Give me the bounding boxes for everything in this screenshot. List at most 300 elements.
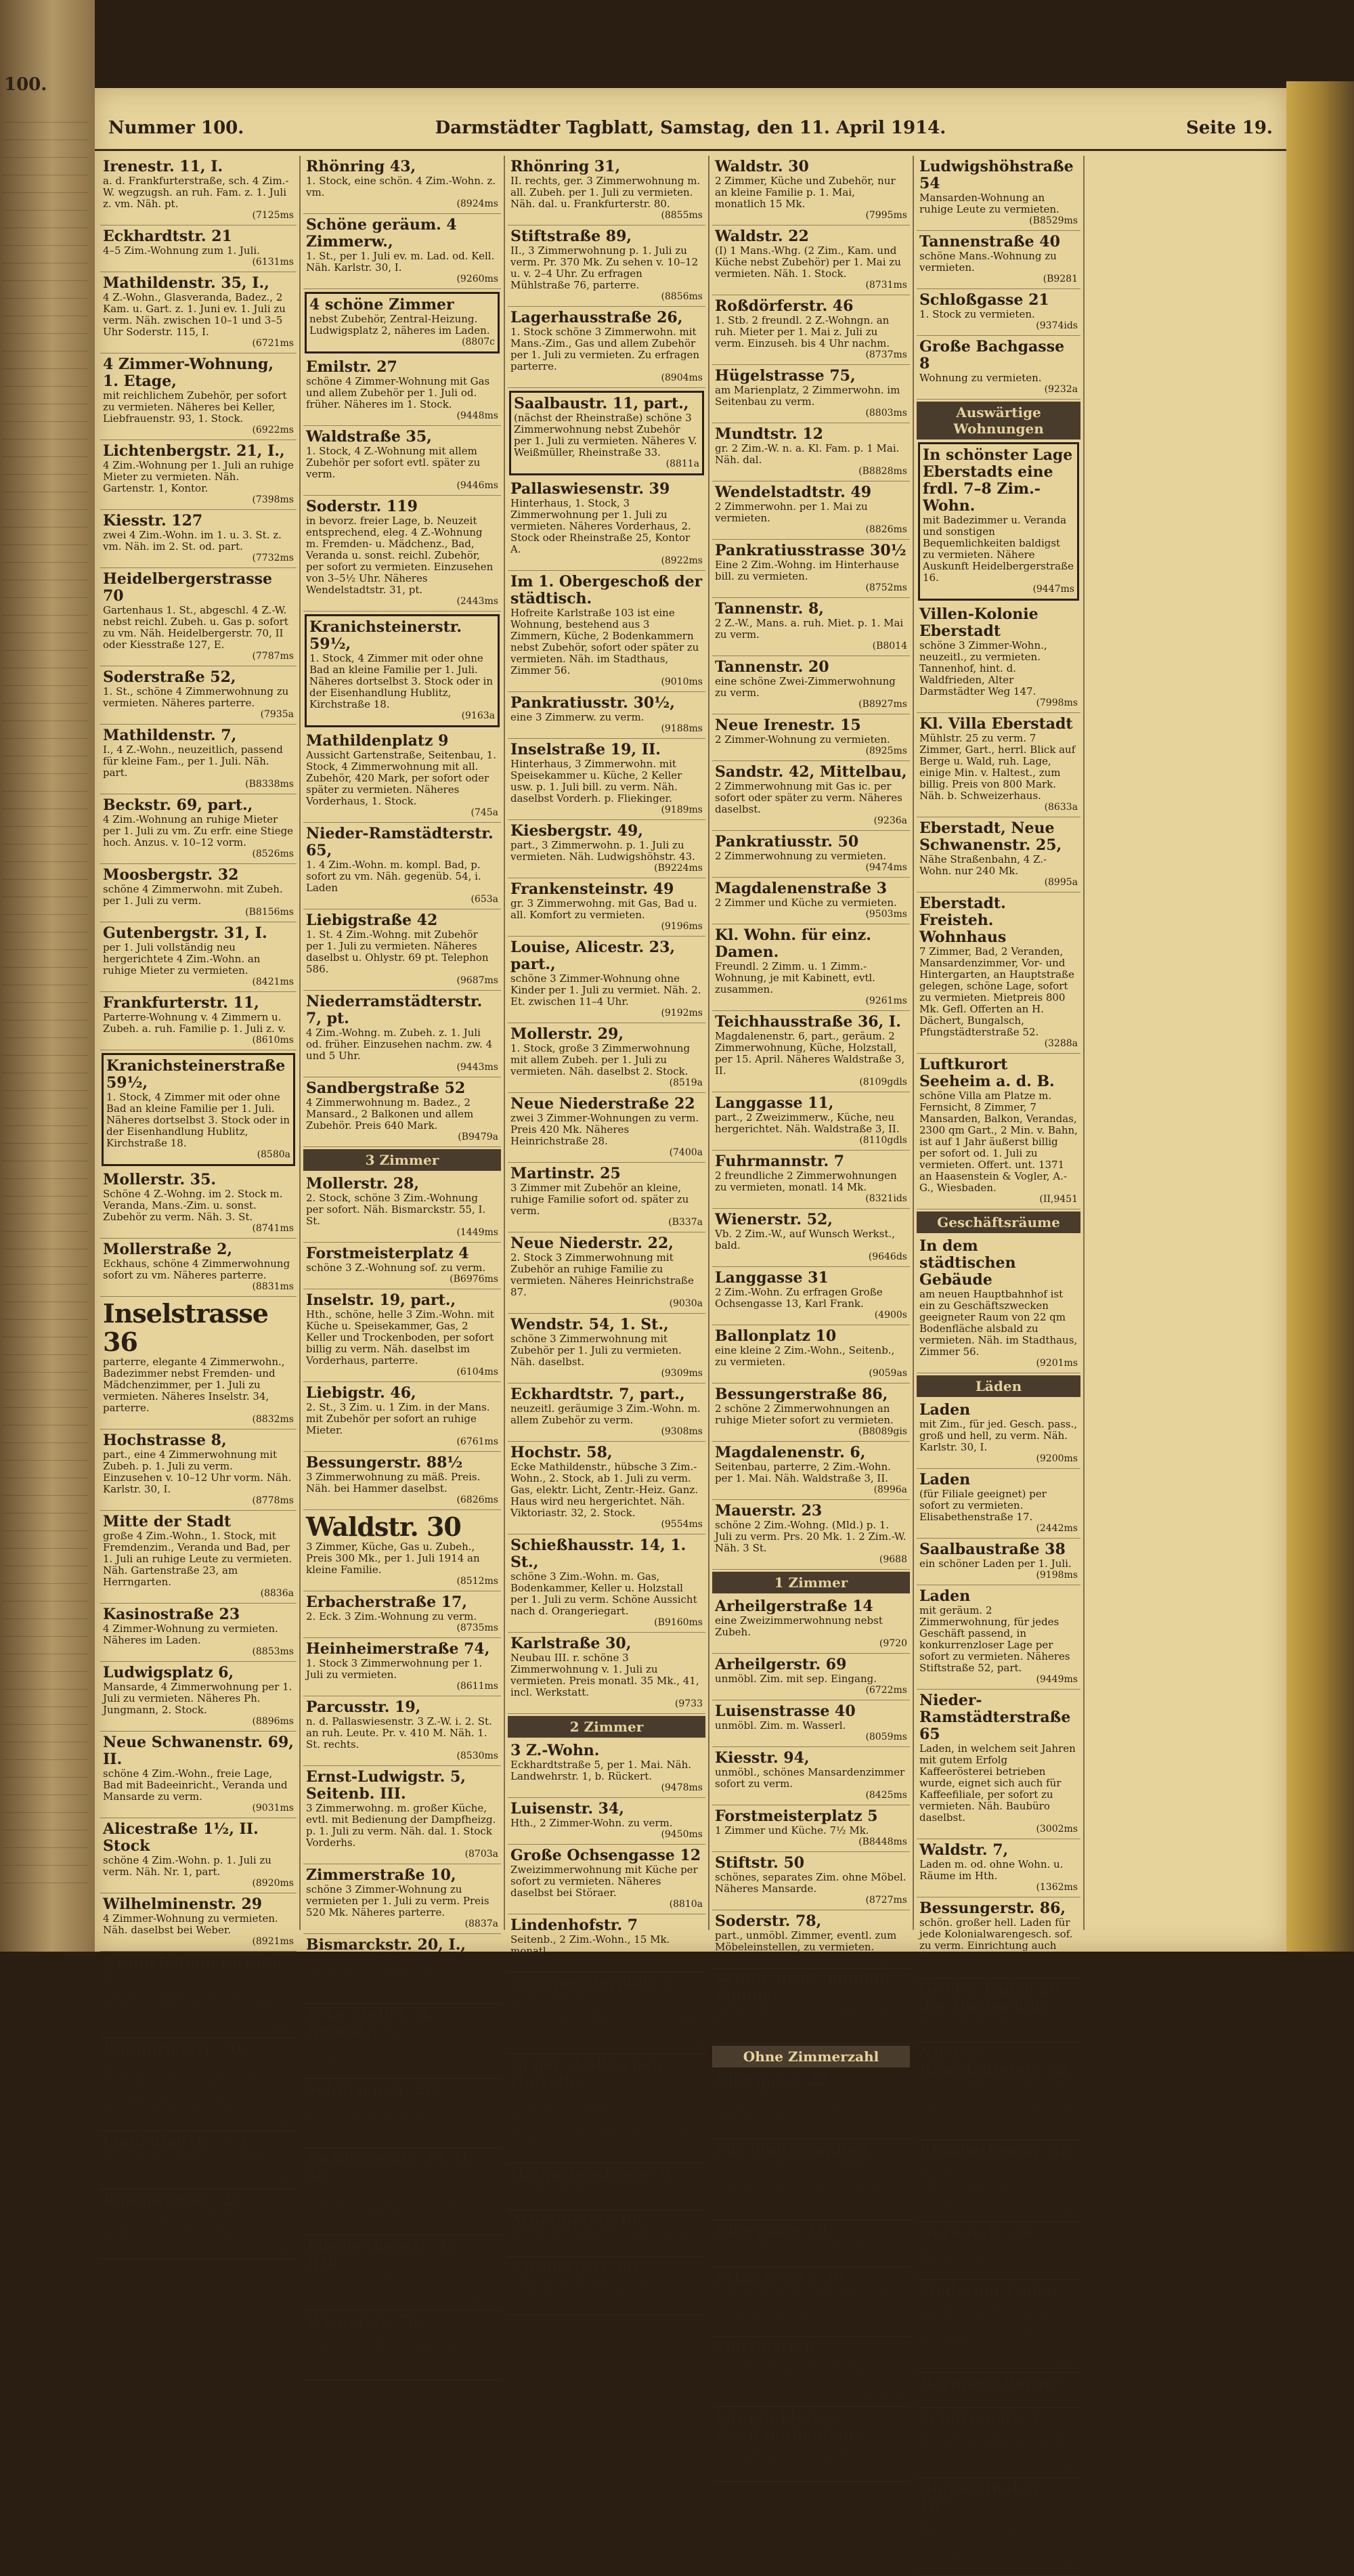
ad-code: (6722ms	[865, 1685, 907, 1696]
ad-heading: Lindenhofstr. 7, I.	[103, 2133, 253, 2151]
ad-code: (3002ms	[1036, 1824, 1078, 1834]
spine-text-fragment	[3, 492, 88, 502]
ad-heading: Mollerstraße 2,	[103, 1241, 233, 1258]
ad-heading: Frankensteinstr. 49	[510, 880, 674, 898]
ad-code: (8737ms	[865, 349, 907, 360]
ad-heading: Ludwigsplatz 6,	[103, 1664, 234, 1681]
classified-ad	[303, 1864, 501, 1934]
ad-body: 1. Stock zu vermieten.	[919, 308, 1035, 320]
ad-heading: Erbacherstr. 46	[715, 2269, 845, 2287]
ad-code: (8611ms	[456, 1681, 498, 1692]
ad-body: II., 3 Zimmerwohnung p. 1. Juli zu verm. Pr. 370 Mk. Zu sehen v. 10–12 u. v. 2–4 Uhr. Zu erfragen Mühlstraße 76, parterre.	[510, 244, 699, 291]
ad-heading: Saalbaustr. 11, part.,	[514, 395, 689, 412]
ad-heading: Blumenthalstr. 107	[919, 2480, 1045, 2514]
spine-text-fragment	[3, 1706, 88, 1717]
spine-text-fragment	[3, 1090, 88, 1100]
ad-code: (9011ms	[661, 2148, 703, 2159]
ad-heading: Mathildenplatz 9	[306, 732, 449, 750]
ad-body: Hinterhaus, 3 Zimmerwohn. mit Speisekammer u. Küche, 2 Keller usw. p. 1. Juli bill. zu verm. Näh. daselbst Vorderh. p. Fliekinger.	[510, 758, 682, 804]
ad-heading: Kranichsteinerstr. 59½,	[309, 618, 462, 653]
spine-text-fragment	[3, 1442, 88, 1453]
spine-text-fragment	[3, 1513, 88, 1523]
ad-code: (8995a	[1044, 877, 1078, 888]
ad-code: (B8529ms	[1029, 215, 1078, 226]
ad-code: (II,9451	[1039, 1194, 1078, 1205]
ad-code: (B9160ms	[654, 1617, 703, 1628]
ad-heading: Lichtenbergstr. 21, I.,	[103, 442, 285, 460]
spine-text-fragment	[3, 228, 88, 238]
ad-body: mit geräum. 2 Zimmerwohnung, für jedes Geschäft passend, in konkurrenzloser Lage per sofort zu vermieten. Näheres Stiftstraße 52, part.	[919, 1604, 1070, 1674]
classified-ad	[917, 156, 1080, 231]
classified-ad	[917, 713, 1080, 817]
classified-ad	[508, 878, 705, 937]
ad-body: part., eine 4 Zimmerwohnung mit Zubeh. p. 1. Juli zu verm. Einzusehen v. 10–12 Uhr vorm. Näh. Karlstr. 30, I.	[103, 1448, 292, 1495]
ad-body: Vb. 2 Zim.-W., auf Wunsch Werkst., bald.	[715, 1228, 896, 1251]
ad-body: 7 Zimmer, Bad, 2 Veranden, Mansardenzimmer, Vor- und Hintergarten, an Hauptstraße gelegen, schöne Lage, sofort zu vermieten. Mietpreis 800 Mk. Gefl. Offerten an H. Dächert, Bungalsch, Pfungstädterstraße 52.	[919, 945, 1074, 1038]
ad-heading: Alicestraße 1½, II. Stock	[103, 1820, 259, 1855]
ad-body: 2 freundliche 2 Zimmerwohnungen zu vermieten, monatl. 14 Mk.	[715, 1169, 897, 1193]
ad-code: (9196ms	[661, 921, 703, 932]
classified-ad	[712, 1209, 910, 1267]
classified-ad	[712, 226, 910, 295]
ad-body: 3 Zim.-Wohn. m. Gas, im 1. St. p. 1. Juli zu vermieten. Näh. b. Fr. Schwebel.	[306, 2098, 489, 2133]
ad-code: (6761ms	[456, 1436, 498, 1447]
spine-text-fragment	[3, 879, 88, 889]
ad-heading: Wienerstr. 52,	[715, 1211, 833, 1228]
ad-body: heller Laden, 2 Schauf., mit anstoß. Wohnung per 1. Juli. Einzus. 8–10 u. 6–8 Uhr. Näh. 1. Stock.	[919, 2078, 1072, 2125]
ad-code: (653a	[471, 894, 498, 905]
ad-heading: Tannenstr. 8,	[715, 600, 824, 618]
classified-ad	[100, 794, 297, 864]
ad-code: (8837a	[464, 1918, 498, 1929]
classified-ad	[303, 1696, 501, 1766]
classified-ad	[917, 336, 1080, 400]
section-banner: Geschäftsräume	[917, 1211, 1080, 1233]
ad-body: kleine Wohnung zu vermieten.	[715, 2239, 872, 2252]
ad-heading: Schöne geräum. 4 Zimmerw.,	[306, 216, 457, 251]
classified-ad	[508, 1633, 705, 1714]
ad-heading: Soderstr. 119	[306, 498, 418, 515]
column-rule	[913, 156, 914, 1930]
spine-text-fragment	[3, 1037, 88, 1048]
spine-text-fragment	[3, 1020, 88, 1030]
ad-code: (8519a	[669, 1077, 703, 1088]
classified-ad	[508, 156, 705, 226]
spine-text-fragment	[3, 1407, 88, 1417]
ad-code: (B3041ms	[858, 2391, 907, 2402]
spine-text-fragment	[3, 1689, 88, 1699]
ad-body: 2 Z.-W., Mans. a. ruh. Miet. p. 1. Mai zu verm.	[715, 617, 904, 641]
ad-code: (9194ms	[252, 2023, 294, 2034]
masthead-date: Darmstädter Tagblatt, Samstag, den 11. April 1914.	[435, 118, 946, 138]
classified-ad	[508, 1798, 705, 1845]
spine-text-fragment	[3, 404, 88, 414]
spine-text-fragment	[3, 1812, 88, 1822]
ad-body: Seitenb., 2 Zim.-Wohn., 15 Mk. monatl.	[510, 1933, 670, 1957]
spine-text-fragment	[3, 615, 88, 625]
ad-heading: Großer Laden an der Hochschule	[919, 1981, 1061, 2015]
ad-code: (9374ids	[1036, 320, 1078, 331]
ad-code: (9059as	[869, 1368, 907, 1379]
ad-code: (9448ms	[456, 410, 498, 421]
ad-code: (9260ms	[456, 274, 498, 284]
classified-ad	[712, 2069, 910, 2139]
spine-text-fragment	[3, 1759, 88, 1769]
ad-body: n. d. Pallaswiesenstr. 3 Z.-W. i. 2. St. an ruh. Leute. Pr. v. 410 M. Näh. 1. St. rechts.	[306, 1715, 492, 1751]
classified-ad	[303, 1591, 501, 1638]
spine-text-fragment	[3, 685, 88, 695]
spine-text-fragment	[3, 280, 88, 291]
ad-code: (9195ms	[1036, 2462, 1078, 2473]
ad-heading: Schloßgasse 21	[919, 291, 1049, 309]
ad-body: II. 2 Zimmerwohnung an kl. Familie.	[510, 2229, 699, 2241]
classified-ad	[712, 2139, 910, 2220]
ad-code: (8056ms	[1036, 2357, 1078, 2368]
ad-heading: Moderner Laden	[919, 2282, 1058, 2300]
spine-text-fragment	[3, 1354, 88, 1365]
ad-code: (8425ms	[865, 1790, 907, 1801]
classified-ad	[508, 1914, 705, 1973]
ad-heading: Mollerstr. 35.	[103, 1171, 217, 1188]
ad-body: 4 Zimmerwohnung m. Badez., 2 Mansard., 2 Balkonen und allem Zubehör. Preis 640 Mark.	[306, 1096, 474, 1132]
spine-text-fragment	[3, 351, 88, 361]
column-6	[1087, 156, 1282, 1930]
spine-text-fragment	[3, 1601, 88, 1611]
ad-code: (9538ms	[661, 2241, 703, 2252]
classified-ad	[712, 831, 910, 878]
spine-text-fragment	[3, 1337, 88, 1347]
spine-text-fragment	[3, 175, 88, 185]
classified-ad	[100, 1430, 297, 1511]
spine-text-fragment	[3, 1073, 88, 1083]
spine-text-fragment	[3, 210, 88, 220]
ad-heading: Luisenstrasse 40	[715, 1702, 856, 1720]
spine-text-fragment	[3, 1583, 88, 1593]
ad-body: Eckhardtstraße 5, per 1. Mai. Näh. Landwehrstr. 1, b. Rückert.	[510, 1759, 692, 1782]
ad-body: 1. St., schöne 4 Zimmerwohnung zu vermieten. Näheres parterre.	[103, 685, 289, 709]
ad-body: Laden, in welchem seit Jahren mit gutem Erfolg Kaffeerösterei betrieben wurde, eignet sich auch für Kaffeefiliale, per sofort zu vermieten. Näh. Baubüro daselbst.	[919, 1742, 1076, 1824]
ad-code: (8110gdls	[859, 1135, 907, 1146]
classified-ad	[917, 1979, 1080, 2042]
spine-text-fragment	[3, 985, 88, 995]
ad-heading: Pallaswiesenstr. 39	[510, 480, 670, 498]
classified-ad	[917, 1399, 1080, 1469]
ad-body: 1 Zimmer und Küche. 7½ Mk.	[715, 1824, 869, 1837]
ad-heading: Mathildenstr. 35, I.,	[103, 274, 269, 292]
ad-heading: Schützenstr. 20,	[306, 2081, 441, 2099]
column-rule	[708, 156, 709, 1930]
classified-ad	[508, 1163, 705, 1232]
ad-body: 1. Stock, 4 Zimmer mit oder ohne Bad an kleine Familie per 1. Juli. Näheres dortselbst 3. Stock oder in der Eisenhandlung Hublitz, Kirchstraße 18.	[309, 652, 493, 710]
ad-code: (B8448ms	[858, 1837, 907, 1847]
ad-body: eine Zweizimmerwohnung nebst Zubeh.	[715, 1614, 883, 1638]
ad-code: (8059ms	[865, 1732, 907, 1742]
ad-body: 1. Stock, eine schön. 4 Zim.-Wohn. z. vm.	[306, 175, 496, 198]
ad-code: (8421ms	[252, 976, 294, 987]
classified-ad	[100, 2131, 297, 2189]
ad-code: (8921ms	[252, 1936, 294, 1947]
ad-body: 2 Zimmer-Wohnung zu vermieten.	[715, 733, 890, 746]
ad-code: (9030a	[669, 1298, 703, 1309]
ad-heading: Neue Niederstr. 22,	[510, 1235, 674, 1252]
ad-code: (9308ms	[661, 1426, 703, 1437]
classified-ad	[917, 2280, 1080, 2373]
ad-heading: Teichhausstraße 36, I.	[715, 1013, 901, 1031]
classified-ad	[712, 156, 910, 226]
ad-heading: Forstmeisterplatz 5	[715, 1807, 878, 1825]
spine-text-fragment	[3, 1618, 88, 1629]
classified-ad	[712, 1654, 910, 1700]
classified-ad	[712, 2220, 910, 2267]
spine-text-fragment	[3, 192, 88, 202]
ad-body: unmöbl., schönes Mansardenzimmer sofort zu verm.	[715, 1766, 905, 1790]
ad-heading: Sandstr. 42, Mittelbau,	[715, 763, 907, 781]
spine-text-fragment	[3, 1178, 88, 1188]
spine-text-fragment	[3, 1530, 88, 1541]
spine-page-label: 100.	[4, 74, 47, 95]
ad-code: (9725sz	[869, 2466, 907, 2477]
ad-heading: Lindenhofstr. 7	[510, 1916, 638, 1934]
ad-body: Hth., schöne, helle 3 Zim.-Wohn. mit Küche u. Speisekammer, Gas, 2 Keller und Trockenboden, per sofort billig zu verm. Näh. daselbst im Vorderhaus, parterre.	[306, 1308, 494, 1367]
classified-ad	[303, 1510, 501, 1591]
ad-body: am neuen Hauptbahnhof ist ein zu Geschäftszwecken geeigneter Raum von 22 qm Bodenfläche alsbald zu vermieten. Näh. im Stadthaus, Zimmer 56.	[919, 1288, 1078, 1358]
classified-ad	[917, 1054, 1080, 1209]
ad-code: (9474ms	[865, 862, 907, 873]
ad-code: (9232a	[1044, 384, 1078, 395]
ad-body: Laden m. 2 Zimmer. mit Zubehör per 1. Juli zu vermieten. Näheres daselbst 1. Stock.	[919, 2514, 1068, 2560]
spine-text-fragment	[3, 1319, 88, 1329]
ad-body: 2. Eck. 3 Zim.-Wohnung zu verm.	[306, 1610, 477, 1623]
ad-body: schöne 3 Zimmerwohnung mit Zubehör per 1. Juli zu vermieten. Näh. daselbst.	[510, 1333, 682, 1368]
ad-code: (9048sms	[860, 2028, 907, 2039]
ad-heading: Kranichsteinerstraße 59½,	[106, 1057, 286, 1092]
ad-body: schöne 3 Zimmer-Wohn., neuzeitl., zu vermieten. Tannenhof, hint. d. Waldfrieden, Alter Darmstädter Weg 147.	[919, 639, 1047, 697]
ad-code: (9446ms	[456, 480, 498, 491]
ad-body: zwei 4 Zim.-Wohn. im 1. u. 3. St. z. vm. Näh. im 2. St. od. part.	[103, 529, 282, 553]
ad-body: als Doppelhaus, wird ein Partner gesucht. Offert. F 32 Exp.	[715, 2443, 885, 2466]
classified-ad	[303, 1077, 501, 1147]
ad-body: 1. Stock, 4 Zimmer mit oder ohne Bad an kleine Familie per 1. Juli. Näheres dortselbst 3. Stock oder in der Eisenhandlung Hublitz, Kirchstraße 18.	[106, 1091, 290, 1149]
ad-body: in bevorz. freier Lage, b. Neuzeit entsprechend, eleg. 4 Z.-Wohnung m. Fremden- u. Mädchenz., Bad, Veranda u. sonst. reichl. Zubehör, per sofort zu vermieten. Einzusehen von 3–5½ Uhr. Näheres Wendelstadtstr. 31, pt.	[306, 515, 494, 596]
classified-ad	[100, 2038, 297, 2131]
column-5	[917, 156, 1080, 2571]
ad-body: 1. Stock, 4 Z.-Wohnung mit allem Zubehör per sofort evtl. später zu verm.	[306, 445, 481, 480]
ad-code: (6806ms	[865, 2252, 907, 2262]
classified-ad	[917, 1235, 1080, 1373]
spine-text-fragment	[3, 1108, 88, 1118]
classified-ad	[100, 1893, 297, 1952]
book-spine	[0, 0, 95, 1952]
spine-text-fragment	[3, 527, 88, 537]
ad-code: (B	[692, 2038, 703, 2049]
ad-body: neuzeitl. geräumige 3 Zim.-Wohn. m. allem Zubehör zu verm.	[510, 1402, 701, 1426]
ad-body: 1. Stock schöne 3 Zimmerwohn. mit Mans.-Zim., Gas und allem Zubehör per 1. Juli zu vermieten. Zu erfragen parterre.	[510, 326, 700, 372]
ad-code: (8109gdls	[859, 1077, 907, 1088]
ad-code: (8530ms	[456, 1751, 498, 1761]
classified-ad	[508, 2164, 705, 2210]
ad-heading: Martinstr. 8	[715, 2339, 815, 2357]
column-1	[100, 156, 297, 2254]
ad-heading: Eberstadt. Freisteh. Wohnhaus	[919, 895, 1007, 946]
ad-heading: 4 schöne Zimmer	[309, 296, 454, 314]
ad-heading: Nieder-Ramstädterstr. 65,	[306, 825, 494, 859]
spine-text-fragment	[3, 1143, 88, 1153]
classified-ad	[508, 1973, 705, 2054]
classified-ad	[917, 2141, 1080, 2222]
ad-heading: Bessungerstraße 86,	[715, 1386, 888, 1403]
ad-code: (B8156ms	[245, 907, 294, 918]
page-edge	[1286, 81, 1354, 1952]
column-rule	[504, 156, 505, 1930]
spine-text-fragment	[3, 544, 88, 555]
ad-heading: Wienerstr. 70	[306, 2313, 419, 2330]
spine-text-fragment	[3, 1460, 88, 1470]
ad-code: (2443ms	[456, 596, 498, 607]
classified-ad	[712, 656, 910, 714]
spine-text-fragment	[3, 439, 88, 449]
ad-body: Laden m. od. ohne Wohn. u. Räume im Hth.	[919, 1858, 1064, 1882]
ad-heading: Kl. Villa Eberstadt	[919, 715, 1073, 733]
ad-heading: Kasinostraße 23	[103, 1606, 240, 1623]
classified-ad	[712, 598, 910, 656]
ad-heading: Wendelstadtstr. 49	[715, 484, 872, 501]
classified-ad	[303, 1243, 501, 1289]
ad-heading: Soderstraße 52,	[103, 668, 236, 686]
ad-code: (7398ms	[252, 494, 294, 505]
ad-body: per 1. Juli vollständig neu hergerichtete 4 Zim.-Wohn. an ruhige Mieter zu vermieten.	[103, 941, 261, 976]
ad-code: (8741ms	[252, 1223, 294, 1234]
ad-body: Mansarde, 4 Zimmerwohnung per 1. Juli zu vermieten. Näheres Ph. Jungmann, 2. Stock.	[103, 1681, 292, 1716]
spine-text-fragment	[3, 738, 88, 748]
classified-ad	[303, 496, 501, 611]
ad-body: per 1. Juli zu verm.	[919, 2015, 1018, 2027]
ad-heading: Langgasse 31	[715, 1269, 829, 1287]
spine-text-fragment	[3, 1865, 88, 1875]
classified-ad	[712, 714, 910, 761]
column-2	[303, 156, 501, 2376]
ad-code: (8520ms	[865, 1953, 907, 1964]
ad-code: (8727ms	[865, 1895, 907, 1906]
classified-ad	[917, 603, 1080, 713]
classified-ad	[305, 292, 500, 353]
ad-heading: Große Bachgasse 8	[919, 338, 1065, 372]
classified-ad	[509, 391, 704, 475]
spine-text-fragment	[3, 298, 88, 308]
issue-number: Nummer 100.	[108, 118, 244, 138]
ad-code: (8826ms	[865, 524, 907, 535]
ad-code: (8748ms	[456, 2220, 498, 2231]
classified-ad	[712, 540, 910, 598]
classified-ad	[100, 2189, 297, 2259]
ad-heading: Inselstraße 19, II.	[510, 741, 661, 758]
ad-code: (9188ms	[661, 723, 703, 734]
classified-ad	[712, 1267, 910, 1325]
ad-body: Hinterhaus, 1. Stock, 3 Zimmerwohnung per 1. Juli zu vermieten. Näheres Vorderhaus, 2. Stock oder Rheinstraße 25, Kontor A.	[510, 497, 691, 555]
spine-text-fragment	[3, 1196, 88, 1206]
ad-body: schöne 3 Zimmerw. m. Badez. an ruhige Mieter. Einzusehen v. 10–3 Uhr. Näheres parterre.	[306, 1953, 481, 1988]
spine-text-fragment	[3, 967, 88, 977]
ad-heading: Magdalenenstr. 6,	[715, 1444, 866, 1461]
ad-heading: Kiesbergstr. 49,	[510, 822, 643, 840]
ad-code: (8853ms	[252, 1646, 294, 1657]
classified-ad	[303, 1382, 501, 1452]
ad-code: (B337a	[668, 1217, 703, 1228]
ad-code: (6721ms	[252, 338, 294, 349]
ad-heading: Heinheimerstraße 74,	[306, 1640, 490, 1658]
classified-ad	[508, 307, 705, 388]
ad-heading: Neue Niederstraße 22	[510, 1095, 695, 1113]
classified-ad	[100, 353, 297, 440]
classified-ad	[508, 1740, 705, 1798]
ad-code: (B664ms	[865, 2205, 907, 2216]
ad-body: Wohnung zu vermieten.	[919, 372, 1042, 384]
classified-ad	[712, 1852, 910, 1910]
spine-text-fragment	[3, 861, 88, 872]
ad-heading: Saalbaustraße 38	[919, 1541, 1066, 1558]
spine-text-fragment	[3, 562, 88, 572]
ad-body: eine schöne Zwei-Zimmerwohnung zu verm.	[715, 675, 896, 699]
classified-ad	[508, 692, 705, 739]
ad-heading: Arheilgerstraße 14	[715, 1597, 873, 1615]
ad-heading: Beckstr. 69, part.,	[103, 796, 253, 814]
classified-ad	[917, 2373, 1080, 2408]
classified-ad	[100, 725, 297, 794]
ad-heading: In dem städtischen Gebäude	[919, 1237, 1016, 1289]
page-number: Seite 19.	[1185, 118, 1273, 138]
ad-heading: Neue Irenestr. 15	[715, 716, 861, 734]
ad-code: (B8828ms	[858, 466, 907, 477]
ad-heading: Bessungerstr. 88½	[306, 1454, 463, 1472]
classified-ad	[712, 1151, 910, 1209]
ad-heading: Hermann Berger	[919, 2375, 1061, 2392]
ad-code: (7732ms	[252, 553, 294, 563]
ad-body: Georgenstraße 1½ soll Wohnung nebst Atelier anderweitig vermietet werden. Näheres durch C. W. Braun, Martinstraße 74.	[715, 2158, 904, 2205]
spine-text-fragment	[3, 1847, 88, 1858]
ad-heading: Tannenstr. 20	[715, 658, 829, 676]
spine-text-fragment	[3, 1830, 88, 1840]
ad-body: zwei Wohnungen à 3 Zim., Ver., Speisek. u. M. 460 – p. 1. Juli z. verm. Auskunft: Wendelstadtstr. 29.	[306, 2185, 492, 2220]
spine-text-fragment	[3, 139, 88, 150]
classified-ad	[712, 481, 910, 540]
ad-code: (8836a	[260, 1588, 294, 1599]
ad-body: 2 Zimmer, Küche und Zubehör, nur an kleine Familie p. 1. Mai, monatlich 15 Mk.	[715, 175, 896, 210]
ad-body: Magdalenenstr. 6, part., geräum. 2 Zimmerwohnung, Küche, Holzstall, per 15. April. Näheres Waldstraße 3, II.	[715, 1030, 905, 1077]
ad-code: (7998ms	[1036, 697, 1078, 708]
ad-code: (4900s	[874, 1310, 907, 1321]
ad-code: (8803ms	[865, 408, 907, 418]
spine-text-fragment	[3, 914, 88, 924]
ad-body: zwei 3 Zimmer-Wohnungen zu verm. Preis 420 Mk. Näheres Heinrichstraße 28.	[510, 1112, 699, 1147]
ad-body: (neuer Mittelbau), hell. 2 Zim.-Wohn., Klosett im Abschl., p. 1. Juli u. 1. Seitenb. 2 Zim., Küche, monatl. 12 Mk.	[510, 1992, 699, 2038]
ad-body: Zentrum d. Stadt, groß. hell. Laden m. 4 Zimmern. alsbald zu vermieten.	[919, 2427, 1071, 2462]
ad-code: (7724ms	[661, 2195, 703, 2206]
spine-text-fragment	[3, 1266, 88, 1276]
ad-heading: Pankratiusstrasse 30½	[715, 542, 907, 559]
ad-code: (B8014	[872, 641, 907, 651]
classified-ad	[303, 1173, 501, 1243]
ad-heading: Neue Schwanenstr. 69, II.	[103, 1734, 294, 1768]
ad-body: eine kleine 2 Zim.-Wohn., Seitenb., zu vermieten.	[715, 1344, 895, 1368]
ad-heading: Niederramstädterstr. 7, pt.	[306, 993, 483, 1027]
classified-ad	[508, 1534, 705, 1633]
classified-ad	[712, 1092, 910, 1151]
ad-code: (8321ids	[865, 1193, 907, 1204]
ad-body: (nächst der Rheinstraße) schöne 3 Zimmerwohnung nebst Zubehör per 1. Juli zu vermieten. Näheres V. Weißmüller, Rheinstraße 33.	[514, 412, 697, 458]
ad-heading: Roßdörferstr. 23	[103, 2191, 242, 2209]
newspaper-page	[95, 88, 1286, 2571]
ad-heading: Rhönring 31,	[510, 158, 621, 175]
ad-code: (8896ms	[252, 1716, 294, 1727]
